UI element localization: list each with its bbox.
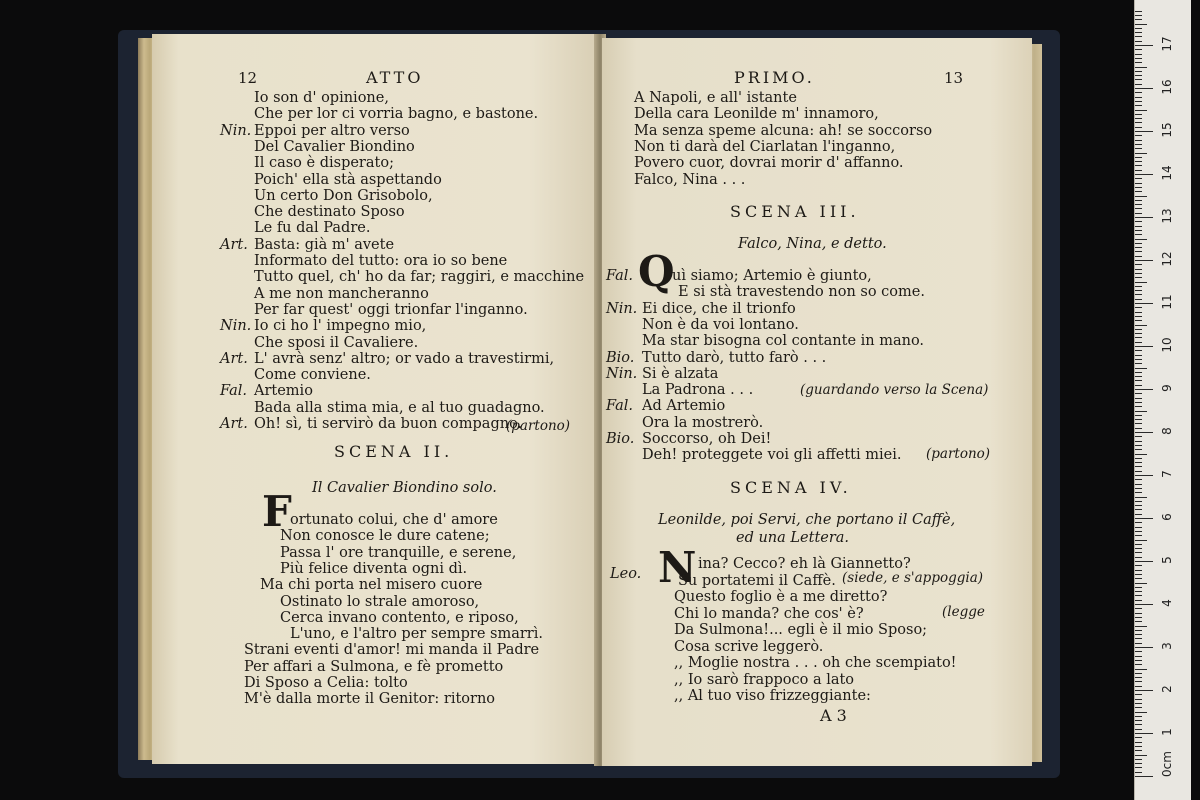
running-head-right: PRIMO. xyxy=(734,68,815,87)
ruler-label: 0cm xyxy=(1160,751,1174,777)
ruler-tick xyxy=(1135,36,1142,37)
ruler-tick xyxy=(1135,49,1142,50)
ruler-tick xyxy=(1135,613,1142,614)
ruler-tick xyxy=(1135,251,1142,252)
verse-line: Cerca invano contento, e riposo, xyxy=(280,609,519,626)
ruler-tick xyxy=(1135,58,1142,59)
ruler-tick xyxy=(1135,690,1153,691)
ruler-tick xyxy=(1135,647,1153,648)
ruler-tick xyxy=(1135,247,1142,248)
verse-line: Ei dice, che il trionfo xyxy=(642,300,796,317)
ruler-tick xyxy=(1135,746,1142,747)
measuring-ruler xyxy=(1134,0,1191,800)
ruler-tick xyxy=(1135,368,1147,369)
ruler-tick xyxy=(1135,385,1142,386)
verse-line: ,, Al tuo viso frizzeggiante: xyxy=(674,688,871,704)
ruler-tick xyxy=(1135,256,1142,257)
verse-line: E si stà travestendo non so come. xyxy=(678,284,925,301)
ruler-tick xyxy=(1135,122,1142,123)
ruler-tick xyxy=(1135,273,1142,274)
ruler-tick xyxy=(1135,312,1142,313)
ruler-tick xyxy=(1135,372,1142,373)
running-head-left: ATTO xyxy=(366,68,424,87)
speaker-label: Art. xyxy=(220,416,248,432)
ruler-tick xyxy=(1135,677,1142,678)
ruler-tick xyxy=(1135,518,1153,519)
ruler-tick xyxy=(1135,699,1142,700)
verse-line: La Padrona . . . xyxy=(642,382,754,399)
speaker-label: Fal. xyxy=(606,398,633,415)
ruler-tick xyxy=(1135,660,1142,661)
ruler-tick xyxy=(1135,165,1142,166)
ruler-label: 11 xyxy=(1160,294,1174,310)
ruler-tick xyxy=(1135,488,1142,489)
ruler-tick xyxy=(1135,355,1142,356)
verse-line: Bada alla stima mia, e al tuo guadagno. xyxy=(254,399,545,416)
verse-line: Passa l' ore tranquille, e serene, xyxy=(280,544,517,561)
scene-title-iii: SCENA III. xyxy=(730,202,860,221)
verse-line: Falco, Nina . . . xyxy=(634,171,746,188)
verse-line: Di Sposo a Celia: tolto xyxy=(244,675,408,691)
ruler-tick xyxy=(1135,131,1153,132)
ruler-tick xyxy=(1135,750,1142,751)
ruler-tick xyxy=(1135,724,1142,725)
ruler-tick xyxy=(1135,161,1142,162)
verse-line: Basta: già m' avete xyxy=(254,236,395,253)
speaker-label: Bio. xyxy=(606,349,635,366)
ruler-tick xyxy=(1135,187,1142,188)
verse-line: L'uno, e l'altro per sempre smarrì. xyxy=(290,626,543,643)
verse-line: Povero cuor, dovrai morir d' affanno. xyxy=(634,155,904,172)
speaker-label: Nin. xyxy=(606,300,638,317)
ruler-tick xyxy=(1135,32,1142,33)
verse-line: Per affari a Sulmona, e fè prometto xyxy=(244,658,504,675)
ruler-tick xyxy=(1135,333,1142,334)
left-page xyxy=(152,34,596,764)
ruler-tick xyxy=(1135,208,1142,209)
ruler-tick xyxy=(1135,621,1142,622)
ruler-tick xyxy=(1135,454,1147,455)
ruler-tick xyxy=(1135,118,1142,119)
ruler-tick xyxy=(1135,415,1142,416)
verse-line: Chi lo manda? che cos' è? xyxy=(674,605,864,622)
verse-line: ,, Moglie nostra . . . oh che scempiato! xyxy=(674,655,957,671)
ruler-tick xyxy=(1135,303,1153,304)
ruler-tick xyxy=(1135,411,1147,412)
ruler-tick xyxy=(1135,226,1142,227)
ruler-tick xyxy=(1135,436,1142,437)
drop-cap-q: Q xyxy=(638,247,675,296)
ruler-tick xyxy=(1135,140,1142,141)
verse-line: L' avrà senz' altro; or vado a travestirmi, xyxy=(254,350,555,367)
ruler-tick xyxy=(1135,703,1142,704)
ruler-tick xyxy=(1135,681,1142,682)
stage-direction-partono-2: (partono) xyxy=(926,446,991,462)
ruler-tick xyxy=(1135,479,1142,480)
ruler-tick xyxy=(1135,148,1142,149)
verse-line: Il caso è disperato; xyxy=(254,155,394,172)
verse-line: Questo foglio è a me diretto? xyxy=(674,589,888,605)
ruler-tick xyxy=(1135,264,1142,265)
ruler-tick xyxy=(1135,484,1142,485)
ruler-tick xyxy=(1135,92,1142,93)
ruler-tick xyxy=(1135,269,1142,270)
ruler-tick xyxy=(1135,239,1147,240)
ruler-tick xyxy=(1135,669,1147,670)
ruler-tick xyxy=(1135,428,1142,429)
speaker-label: Fal. xyxy=(220,383,247,400)
ruler-label: 8 xyxy=(1160,427,1174,435)
ruler-tick xyxy=(1135,445,1142,446)
speaker-label: Fal. xyxy=(606,268,633,284)
ruler-tick xyxy=(1135,578,1142,579)
ruler-tick xyxy=(1135,449,1142,450)
verse-line: Che per lor ci vorria bagno, e bastone. xyxy=(254,106,539,123)
verse-line: Ora la mostrerò. xyxy=(642,414,764,431)
ruler-tick xyxy=(1135,686,1142,687)
ruler-tick xyxy=(1135,617,1142,618)
ruler-tick xyxy=(1135,514,1142,515)
ruler-tick xyxy=(1135,471,1142,472)
ruler-label: 4 xyxy=(1160,599,1174,607)
ruler-tick xyxy=(1135,570,1142,571)
ruler-tick xyxy=(1135,638,1142,639)
ruler-tick xyxy=(1135,359,1142,360)
ruler-tick xyxy=(1135,277,1142,278)
ruler-tick xyxy=(1135,19,1142,20)
verse-line: Informato del tutto: ora io so bene xyxy=(254,253,508,269)
ruler-tick xyxy=(1135,110,1147,111)
ruler-tick xyxy=(1135,462,1142,463)
ruler-tick xyxy=(1135,466,1142,467)
ruler-tick xyxy=(1135,105,1142,106)
verse-line: Strani eventi d'amor! mi manda il Padre xyxy=(244,642,540,659)
verse-line: Della cara Leonilde m' innamoro, xyxy=(634,106,879,123)
ruler-label: 1 xyxy=(1160,728,1174,736)
drop-cap-f: F xyxy=(262,487,292,536)
ruler-tick xyxy=(1135,398,1142,399)
ruler-tick xyxy=(1135,737,1142,738)
ruler-tick xyxy=(1135,630,1142,631)
stage-direction-partono-1: (partono) xyxy=(506,418,571,434)
ruler-tick xyxy=(1135,114,1142,115)
ruler-tick xyxy=(1135,75,1142,76)
verse-line: Ma senza speme alcuna: ah! se soccorso xyxy=(634,122,933,139)
ruler-tick xyxy=(1135,755,1147,756)
ruler-label: 10 xyxy=(1160,337,1174,353)
verse-line: Tutto quel, ch' ho da far; raggiri, e macchine xyxy=(254,269,585,286)
ruler-tick xyxy=(1135,776,1153,777)
ruler-tick xyxy=(1135,97,1142,98)
verse-line: Che sposi il Cavaliere. xyxy=(254,334,419,351)
verse-line: Ma star bisogna col contante in mano. xyxy=(642,333,925,350)
ruler-tick xyxy=(1135,441,1142,442)
ruler-tick xyxy=(1135,527,1142,528)
ruler-tick xyxy=(1135,144,1142,145)
ruler-label: 17 xyxy=(1160,36,1174,52)
verse-line: ortunato colui, che d' amore xyxy=(290,512,498,528)
ruler-tick xyxy=(1135,423,1142,424)
verse-line: Le fu dal Padre. xyxy=(254,220,371,237)
verse-line: Che destinato Sposo xyxy=(254,204,405,221)
ruler-tick xyxy=(1135,320,1142,321)
ruler-label: 9 xyxy=(1160,384,1174,392)
ruler-tick xyxy=(1135,583,1147,584)
ruler-tick xyxy=(1135,557,1142,558)
ruler-tick xyxy=(1135,329,1142,330)
verse-line: Non è da voi lontano. xyxy=(642,316,799,333)
verse-line: Tutto darò, tutto farò . . . xyxy=(642,349,827,366)
ruler-tick xyxy=(1135,763,1142,764)
ruler-tick xyxy=(1135,196,1147,197)
ruler-tick xyxy=(1135,595,1142,596)
ruler-tick xyxy=(1135,673,1142,674)
ruler-tick xyxy=(1135,28,1142,29)
verse-line: Ma chi porta nel misero cuore xyxy=(260,577,483,594)
ruler-tick xyxy=(1135,544,1142,545)
ruler-label: 15 xyxy=(1160,122,1174,138)
scene-subtitle-iii: Falco, Nina, e detto. xyxy=(738,236,887,252)
ruler-tick xyxy=(1135,363,1142,364)
ruler-label: 13 xyxy=(1160,208,1174,224)
ruler-tick xyxy=(1135,733,1153,734)
ruler-tick xyxy=(1135,389,1153,390)
ruler-tick xyxy=(1135,294,1142,295)
speaker-label: Nin. xyxy=(220,318,252,335)
ruler-tick xyxy=(1135,346,1153,347)
ruler-tick xyxy=(1135,522,1142,523)
ruler-tick xyxy=(1135,634,1142,635)
drop-cap-n: N xyxy=(658,543,697,592)
ruler-tick xyxy=(1135,191,1142,192)
ruler-tick xyxy=(1135,707,1142,708)
verse-line: Si è alzata xyxy=(642,365,719,382)
ruler-tick xyxy=(1135,419,1142,420)
speaker-label: Art. xyxy=(220,236,248,253)
ruler-tick xyxy=(1135,213,1142,214)
ruler-tick xyxy=(1135,286,1142,287)
ruler-tick xyxy=(1135,234,1142,235)
ruler-tick xyxy=(1135,230,1142,231)
ruler-tick xyxy=(1135,432,1153,433)
ruler-tick xyxy=(1135,45,1153,46)
ruler-label: 12 xyxy=(1160,251,1174,267)
ruler-tick xyxy=(1135,587,1142,588)
ruler-tick xyxy=(1135,535,1142,536)
scene-title-ii: SCENA II. xyxy=(334,442,454,461)
ruler-tick xyxy=(1135,475,1153,476)
ruler-tick xyxy=(1135,299,1142,300)
ruler-tick xyxy=(1135,716,1142,717)
page-number-left: 12 xyxy=(238,69,258,87)
ruler-tick xyxy=(1135,767,1142,768)
ruler-tick xyxy=(1135,200,1142,201)
verse-line: ina? Cecco? eh là Giannetto? xyxy=(698,556,911,572)
verse-line: uì siamo; Artemio è giunto, xyxy=(672,268,872,284)
stage-direction-guardando: (guardando verso la Scena) xyxy=(800,382,989,398)
verse-line: ,, Io sarò frappoco a lato xyxy=(674,671,855,688)
ruler-tick xyxy=(1135,67,1147,68)
ruler-tick xyxy=(1135,664,1142,665)
ruler-tick xyxy=(1135,561,1153,562)
ruler-tick xyxy=(1135,342,1142,343)
ruler-tick xyxy=(1135,608,1142,609)
verse-line: Poich' ella stà aspettando xyxy=(254,171,442,188)
ruler-tick xyxy=(1135,157,1142,158)
scene-subtitle-iv-1: Leonilde, poi Servi, che portano il Caffè, xyxy=(658,512,956,528)
verse-line: Del Cavalier Biondino xyxy=(254,138,415,155)
ruler-tick xyxy=(1135,591,1142,592)
ruler-label: 3 xyxy=(1160,642,1174,650)
scene-title-iv: SCENA IV. xyxy=(730,478,852,497)
verse-line: Come conviene. xyxy=(254,367,371,384)
verse-line: Da Sulmona!... egli è il mio Sposo; xyxy=(674,622,928,638)
verse-line: Per far quest' oggi trionfar l'inganno. xyxy=(254,301,528,318)
verse-line: Più felice diventa ogni dì. xyxy=(280,560,468,577)
stage-direction-legge: (legge xyxy=(942,604,985,620)
ruler-tick xyxy=(1135,742,1142,743)
ruler-tick xyxy=(1135,497,1147,498)
ruler-label: 14 xyxy=(1160,165,1174,181)
speaker-label: Bio. xyxy=(606,431,635,447)
page-number-right: 13 xyxy=(944,69,964,87)
ruler-label: 2 xyxy=(1160,685,1174,693)
ruler-tick xyxy=(1135,217,1153,218)
ruler-tick xyxy=(1135,325,1147,326)
ruler-tick xyxy=(1135,548,1142,549)
ruler-tick xyxy=(1135,127,1142,128)
ruler-tick xyxy=(1135,604,1153,605)
ruler-tick xyxy=(1135,221,1142,222)
ruler-tick xyxy=(1135,492,1142,493)
ruler-tick xyxy=(1135,501,1142,502)
ruler-tick xyxy=(1135,694,1142,695)
ruler-tick xyxy=(1135,260,1153,261)
verse-line: Non conosce le dure catene; xyxy=(280,528,490,545)
ruler-tick xyxy=(1135,350,1142,351)
speaker-label: Nin. xyxy=(220,122,252,139)
ruler-tick xyxy=(1135,24,1147,25)
ruler-tick xyxy=(1135,712,1147,713)
right-page xyxy=(602,38,1032,766)
ruler-tick xyxy=(1135,183,1142,184)
verse-line: Soccorso, oh Dei! xyxy=(642,431,772,447)
ruler-tick xyxy=(1135,720,1142,721)
ruler-tick xyxy=(1135,574,1142,575)
ruler-tick xyxy=(1135,376,1142,377)
verse-line: Un certo Don Grisobolo, xyxy=(254,187,433,204)
verse-line: Non ti darà del Ciarlatan l'inganno, xyxy=(634,138,896,155)
ruler-tick xyxy=(1135,307,1142,308)
ruler-tick xyxy=(1135,626,1147,627)
signature-mark: A 3 xyxy=(820,706,847,725)
verse-line: Oh! sì, ti servirò da buon compagno. xyxy=(254,416,523,432)
verse-line: Artemio xyxy=(254,383,313,400)
ruler-tick xyxy=(1135,651,1142,652)
ruler-tick xyxy=(1135,11,1142,12)
ruler-tick xyxy=(1135,62,1142,63)
verse-line: Io ci ho l' impegno mio, xyxy=(254,318,427,335)
verse-line: Su portatemi il Caffè. xyxy=(678,572,836,589)
verse-line: M'è dalla morte il Genitor: ritorno xyxy=(244,691,496,708)
verse-line: A me non mancheranno xyxy=(254,285,429,302)
ruler-tick xyxy=(1135,759,1142,760)
ruler-tick xyxy=(1135,337,1142,338)
stage-direction-siede: (siede, e s'appoggia) xyxy=(842,570,984,586)
ruler-tick xyxy=(1135,380,1142,381)
ruler-tick xyxy=(1135,458,1142,459)
verse-line: Cosa scrive leggerò. xyxy=(674,638,824,655)
ruler-tick xyxy=(1135,88,1153,89)
ruler-tick xyxy=(1135,540,1147,541)
ruler-tick xyxy=(1135,84,1142,85)
ruler-tick xyxy=(1135,402,1142,403)
speaker-label: Art. xyxy=(220,350,248,367)
ruler-tick xyxy=(1135,54,1142,55)
verse-line: Ostinato lo strale amoroso, xyxy=(280,593,480,610)
ruler-tick xyxy=(1135,656,1142,657)
ruler-tick xyxy=(1135,729,1142,730)
ruler-tick xyxy=(1135,509,1142,510)
verse-line: Ad Artemio xyxy=(642,398,726,415)
ruler-tick xyxy=(1135,153,1147,154)
ruler-label: 6 xyxy=(1160,513,1174,521)
ruler-tick xyxy=(1135,600,1142,601)
ruler-label: 16 xyxy=(1160,79,1174,95)
ruler-tick xyxy=(1135,282,1147,283)
ruler-tick xyxy=(1135,552,1142,553)
ruler-tick xyxy=(1135,565,1142,566)
verse-line: Deh! proteggete voi gli affetti miei. xyxy=(642,447,902,464)
ruler-tick xyxy=(1135,772,1142,773)
ruler-tick xyxy=(1135,170,1142,171)
verse-line: A Napoli, e all' istante xyxy=(634,90,797,106)
scene-subtitle-ii: Il Cavalier Biondino solo. xyxy=(312,480,497,496)
verse-line: Io son d' opinione, xyxy=(254,90,389,106)
ruler-tick xyxy=(1135,393,1142,394)
ruler-label: 5 xyxy=(1160,556,1174,564)
ruler-tick xyxy=(1135,290,1142,291)
ruler-tick xyxy=(1135,531,1142,532)
speaker-leo: Leo. xyxy=(610,566,642,582)
ruler-tick xyxy=(1135,406,1142,407)
ruler-tick xyxy=(1135,41,1142,42)
verse-line: Eppoi per altro verso xyxy=(254,122,410,139)
ruler-tick xyxy=(1135,174,1153,175)
scene-subtitle-iv-2: ed una Lettera. xyxy=(736,530,850,546)
ruler-tick xyxy=(1135,505,1142,506)
ruler-tick xyxy=(1135,643,1142,644)
ruler-tick xyxy=(1135,101,1142,102)
ruler-tick xyxy=(1135,15,1142,16)
speaker-label: Nin. xyxy=(606,365,638,382)
ruler-tick xyxy=(1135,71,1142,72)
ruler-tick xyxy=(1135,243,1142,244)
ruler-tick xyxy=(1135,79,1142,80)
ruler-tick xyxy=(1135,135,1142,136)
ruler-tick xyxy=(1135,316,1142,317)
ruler-label: 7 xyxy=(1160,470,1174,478)
ruler-tick xyxy=(1135,204,1142,205)
ruler-tick xyxy=(1135,178,1142,179)
